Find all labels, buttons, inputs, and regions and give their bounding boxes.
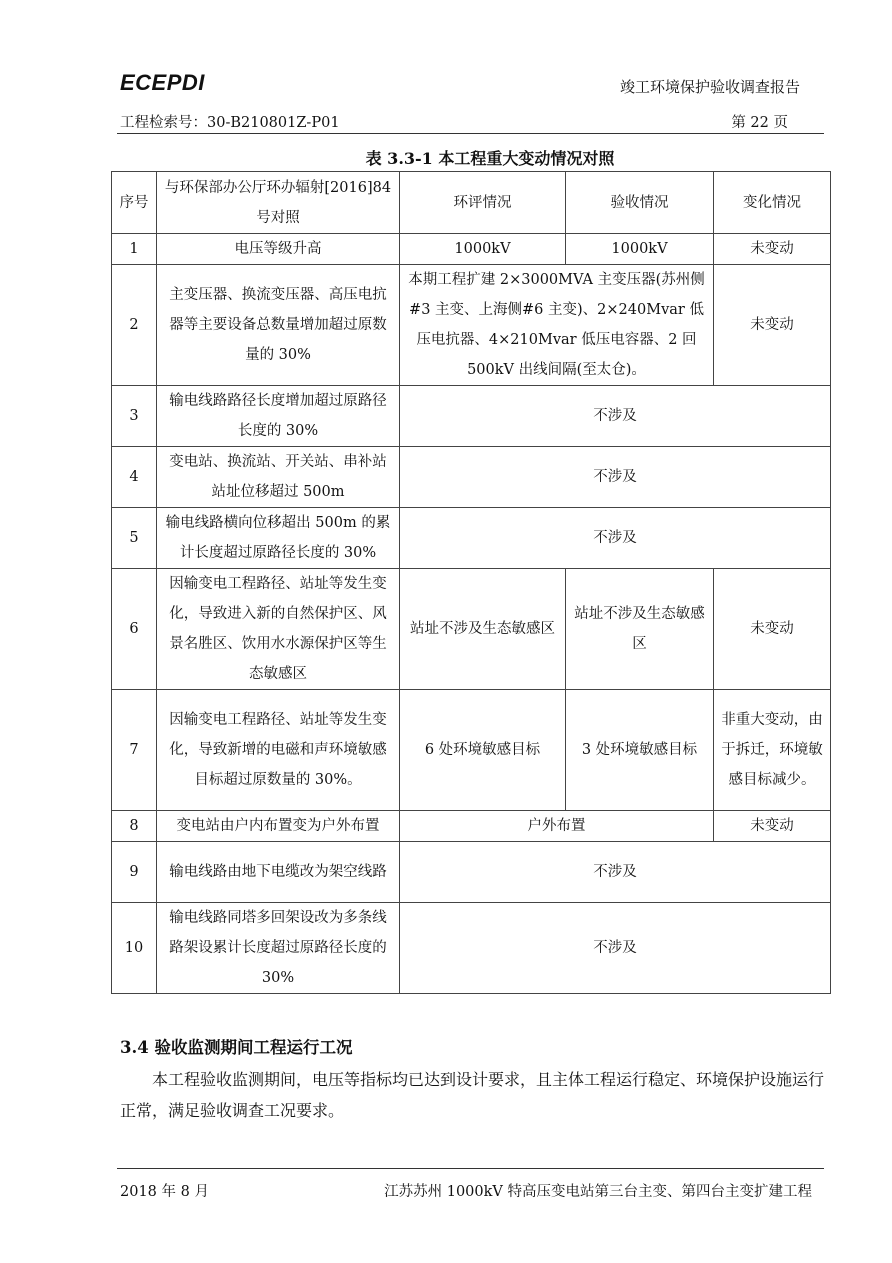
row-no: 1 [112,234,157,265]
row-merged: 不涉及 [400,386,831,447]
table-row [112,690,831,811]
row-no: 10 [112,903,157,994]
footer-divider [117,1168,824,1169]
header-divider [117,133,824,134]
row-acceptance: 3 处环境敏感目标 [566,690,714,811]
row-item: 输电线路同塔多回架设改为多条线路架设累计长度超过原路径长度的 30% [157,903,400,994]
table-caption: 表 3.3-1 本工程重大变动情况对照 [365,149,615,168]
row-item: 因输变电工程路径、站址等发生变化，导致进入新的自然保护区、风景名胜区、饮用水水源保护区等生态敏感区 [157,569,400,690]
table-row [112,508,831,569]
row-merged: 本期工程扩建 2×3000MVA 主变压器(苏州侧#3 主变、上海侧#6 主变)、2×240Mvar 低压电抗器、4×210Mvar 低压电容器、2 回 500kV 出线间隔(至太仓)。 [400,265,714,386]
row-no: 9 [112,842,157,903]
table-row [112,842,831,903]
table-row [112,569,831,690]
footer-date: 2018 年 8 月 [120,1184,209,1200]
row-item: 变电站由户内布置变为户外布置 [157,811,400,842]
table-row [112,903,831,994]
row-merged: 不涉及 [400,508,831,569]
row-merged: 不涉及 [400,842,831,903]
header-acceptance: 验收情况 [566,172,714,234]
row-change: 未变动 [714,811,831,842]
header-no: 序号 [112,172,157,234]
page-number: 第 22 页 [731,115,788,131]
company-logo: ECEPDI [120,70,205,95]
table-row [112,234,831,265]
row-merged: 户外布置 [400,811,714,842]
header-item: 与环保部办公厅环办辐射[2016]84 号对照 [157,172,400,234]
section-heading: 3.4 验收监测期间工程运行工况 [120,1038,353,1057]
row-eia: 1000kV [400,234,566,265]
row-item: 输电线路由地下电缆改为架空线路 [157,842,400,903]
report-title: 竣工环境保护验收调查报告 [619,78,800,96]
row-item: 输电线路路径长度增加超过原路径长度的 30% [157,386,400,447]
row-eia: 站址不涉及生态敏感区 [400,569,566,690]
table-row [112,447,831,508]
document-number: 工程检索号：30-B210801Z-P01 [120,115,340,131]
table-row [112,386,831,447]
section-paragraph: 本工程验收监测期间，电压等指标均已达到设计要求，且主体工程运行稳定、环境保护设施运行正常，满足验收调查工况要求。 [120,1070,825,1120]
row-change: 未变动 [714,265,831,386]
row-eia: 6 处环境敏感目标 [400,690,566,811]
table-header-row [112,172,831,234]
row-no: 4 [112,447,157,508]
row-merged: 不涉及 [400,447,831,508]
table-row [112,811,831,842]
row-no: 8 [112,811,157,842]
row-merged: 不涉及 [400,903,831,994]
row-item: 电压等级升高 [157,234,400,265]
footer-project-name: 江苏苏州 1000kV 特高压变电站第三台主变、第四台主变扩建工程 [384,1184,812,1200]
row-item: 变电站、换流站、开关站、串补站站址位移超过 500m [157,447,400,508]
row-acceptance: 1000kV [566,234,714,265]
major-changes-table [111,171,831,994]
row-no: 7 [112,690,157,811]
row-change: 非重大变动，由于拆迁，环境敏感目标减少。 [714,690,831,811]
row-item: 主变压器、换流变压器、高压电抗器等主要设备总数量增加超过原数量的 30% [157,265,400,386]
row-no: 3 [112,386,157,447]
header-eia: 环评情况 [400,172,566,234]
row-item: 因输变电工程路径、站址等发生变化，导致新增的电磁和声环境敏感目标超过原数量的 30%。 [157,690,400,811]
row-item: 输电线路横向位移超出 500m 的累计长度超过原路径长度的 30% [157,508,400,569]
row-change: 未变动 [714,569,831,690]
row-no: 6 [112,569,157,690]
row-no: 2 [112,265,157,386]
row-acceptance: 站址不涉及生态敏感区 [566,569,714,690]
header-change: 变化情况 [714,172,831,234]
row-no: 5 [112,508,157,569]
table-row [112,265,831,386]
row-change: 未变动 [714,234,831,265]
